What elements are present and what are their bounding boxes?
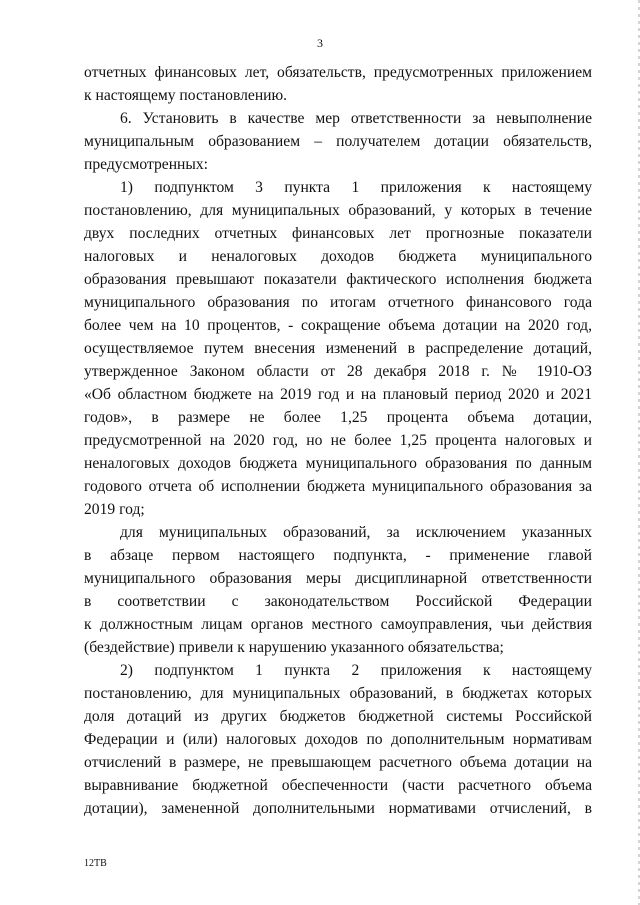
text-line: неналоговых доходов бюджета муниципального образования по данным	[84, 455, 592, 472]
paragraph-item-6	[84, 107, 592, 176]
text-line: предусмотренной на 2020 год, но не более 1,25 процента налоговых и	[84, 432, 592, 449]
text-line: 2019 год;	[84, 501, 145, 518]
text-line: годового отчета об исполнении бюджета муниципального образования за	[84, 478, 592, 495]
text-line: муниципального образования по итогам отчетного финансового года	[84, 294, 592, 311]
text-line: в соответствии с законодательством Российской Федерации	[84, 593, 592, 610]
text-line: постановлению, для муниципальных образований, у которых в течение	[84, 202, 592, 219]
text-line: постановлению, для муниципальных образований, в бюджетах которых	[84, 685, 592, 702]
text-line: отчетных финансовых лет, обязательств, предусмотренных приложением	[84, 64, 592, 81]
text-line: дотации), замененной дополнительными нормативами отчислений, в	[84, 800, 592, 817]
text-line: муниципальным образованием – получателем дотации обязательств,	[84, 133, 592, 150]
text-line: к настоящему постановлению.	[84, 87, 288, 104]
text-line: 1) подпунктом 3 пункта 1 приложения к настоящему	[120, 179, 592, 196]
text-line: годов», в размере не более 1,25 процента объема дотации,	[84, 409, 592, 426]
text-line: образования превышают показатели фактического исполнения бюджета	[84, 271, 592, 288]
text-line: к должностным лицам органов местного самоуправления, чьи действия	[84, 616, 592, 633]
subparagraph-1	[84, 176, 592, 521]
text-line: муниципального образования меры дисциплинарной ответственности	[84, 570, 592, 587]
text-line: двух последних отчетных финансовых лет прогнозные показатели	[84, 225, 592, 242]
text-line: налоговых и неналоговых доходов бюджета муниципального	[84, 248, 592, 265]
text-line: для муниципальных образований, за исключением указанных	[120, 524, 592, 541]
text-line: доля дотаций из других бюджетов бюджетной системы Российской	[84, 708, 592, 725]
paragraph-continuation	[84, 61, 592, 107]
page-number: 3	[317, 36, 323, 50]
text-line: «Об областном бюджете на 2019 год и на плановый период 2020 и 2021	[84, 386, 592, 403]
text-line: выравнивание бюджетной обеспеченности (части расчетного объема	[84, 777, 592, 794]
text-line: 6. Установить в качестве мер ответственности за невыполнение	[120, 110, 592, 127]
text-line: отчислений в размере, не превышающем расчетного объема дотации на	[84, 754, 592, 771]
text-line: Федерации и (или) налоговых доходов по дополнительным нормативам	[84, 731, 592, 748]
text-line: предусмотренных:	[84, 156, 208, 173]
text-line: более чем на 10 процентов, - сокращение объема дотации на 2020 год,	[84, 317, 592, 334]
document-footer-code: 12ТВ	[84, 858, 107, 869]
text-line: утвержденное Законом области от 28 декабря 2018 г. № 1910-ОЗ	[84, 363, 592, 380]
document-body	[84, 61, 592, 820]
text-line: осуществляемое путем внесения изменений в распределение дотаций,	[84, 340, 592, 357]
subparagraph-2	[84, 659, 592, 820]
text-line: в абзаце первом настоящего подпункта, - применение главой	[84, 547, 592, 564]
text-line: 2) подпунктом 1 пункта 2 приложения к настоящему	[120, 662, 592, 679]
subparagraph-1-second-paragraph	[84, 521, 592, 659]
text-line: (бездействие) привели к нарушению указанного обязательства;	[84, 639, 504, 656]
